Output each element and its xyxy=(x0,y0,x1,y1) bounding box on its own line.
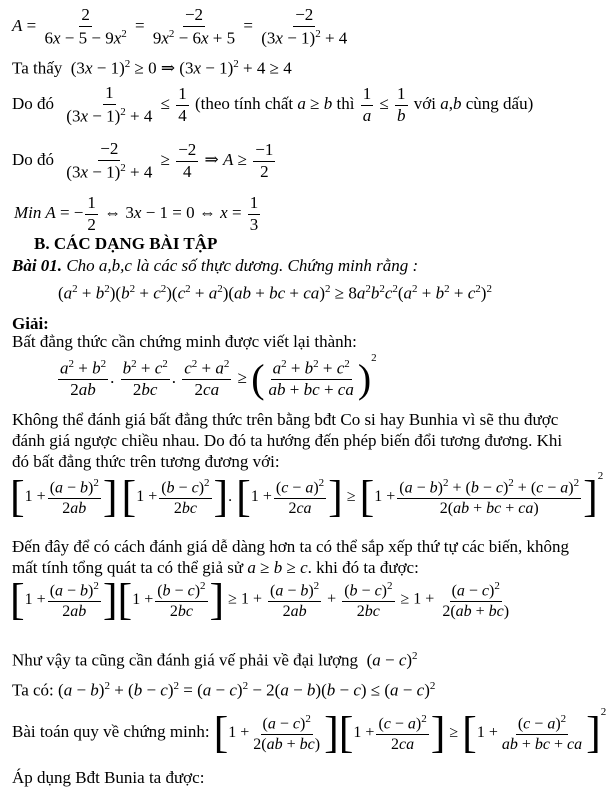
problem-inequality: $(a^2 + b^2)(b^2 + c^2)(c^2 + a^2)(ab$ + bc + $ca)^2 \ge 8a^2b^2c^2(a^2 + b^2 + c^2)^2$ xyxy=(58,283,492,303)
equation-line-5: Min A = − $\frac{1}{2}$ ⇔ 3x − 1 = 0 ⇔ x = $\frac{1}{3}$ xyxy=(14,193,259,234)
section-heading: B. CÁC DẠNG BÀI TẬP xyxy=(34,234,218,253)
equivalent-inequality: [ 1 + $\frac{(a - b)^2}{2ab}$ ] [ 1 + $\frac{(b - c)^2}{2bc}$ ] . [ 1 + $\frac{(c - a)^2}{2ca}$ ] ≥ [ 1 + $\frac{(a - b)^2 + (b - c)^2 + (c - a)^2}{2(ab + bc + ca)}$ ] $^2$ xyxy=(10,470,604,522)
problem-label: Bài 01. xyxy=(12,256,63,275)
problem-statement xyxy=(12,256,418,276)
problem-text: Cho a,b,c là các số thực dương. Chứng minh rằng : xyxy=(66,256,419,275)
equation-line-2: Ta thấy $(3x - 1)^2 \ge 0$ ⇒ $(3x - 1)^2 + 4 \ge 4$ xyxy=(12,58,292,78)
solution-label: Giải: xyxy=(12,314,49,333)
paragraph-1: Bất đẳng thức cần chứng minh được viết lại thành: xyxy=(12,332,357,351)
paragraph-4: Như vậy ta cũng cần đánh giá vế phải về đại lượng $(a - c)^2$ xyxy=(12,650,418,670)
text-do-do-2: Do đó xyxy=(12,149,55,169)
text-do-do-1: Do đó xyxy=(12,93,55,113)
paragraph-3b: mất tính tổng quát ta có thể giả sử a ≥ b ≥ c. khi đó ta được: xyxy=(12,558,419,577)
paragraph-2b: đánh giá ngược chiều nhau. Do đó ta hướng đến phép biến đổi tương đương. Khi xyxy=(12,431,563,450)
equation-line-1: A = $\frac{2}{6x - 5 - 9x^2}$ = $\frac{-2}{9x^2 - 6x + 5}$ = $\frac{-2}{(3x - 1)^2 + 4}$ xyxy=(12,5,348,48)
text-khi-do: . khi đó ta được: xyxy=(307,558,419,577)
paragraph-5: Ta có: $(a - b)^2 + (b - c)^2 = (a - c)^2 - 2(a - b)(b - c) \le (a - c)^2$ xyxy=(12,680,436,700)
text-ta-co: Ta có: xyxy=(12,680,54,700)
text-bai-toan-quy-ve: Bài toán quy về chứng minh: xyxy=(12,722,210,741)
text-ta-thay: Ta thấy xyxy=(12,58,63,78)
paragraph-7: Áp dụng Bđt Bunia ta được: xyxy=(12,768,205,787)
text-gia-su: mất tính tổng quát ta có thể giả sử xyxy=(12,558,244,577)
equation-line-3: Do đó $\frac{1}{(3x - 1)^2 + 4}$ ≤ $\frac{1}{4}$ (theo tính chất a ≥ b thì $\frac{1}{a}$ ≤ $\frac{1}{b}$ với a,b cùng dấu) xyxy=(12,83,534,126)
paragraph-6: Bài toán quy về chứng minh: [ 1 + $\frac{(a - c)^2}{2(ab + bc)}$ ] [ 1 + $\frac{(c - a)^2}{2ca}$ ] ≥ [ 1 + $\frac{(c - a)^2}{ab + bc + ca}$ ] $^2$ xyxy=(12,706,606,758)
paragraph-2c: đó bất đẳng thức trên tương đương với: xyxy=(12,452,280,471)
paragraph-2a: Không thể đánh giá bất đẳng thức trên bằng bđt Co si hay Bunhia vì sẽ thu được xyxy=(12,410,559,429)
equation-line-4: Do đó $\frac{-2}{(3x - 1)^2 + 4}$ ≥ $\frac{-2}{4}$ ⇒ A ≥ $\frac{-1}{2}$ xyxy=(12,139,274,182)
inequality-chain: [ 1 + $\frac{(a - b)^2}{2ab}$ ] [ 1 + $\frac{(b - c)^2}{2bc}$ ] ≥ 1 + $\frac{(a - b)^2}{2ab}$ + $\frac{(b - c)^2}{2bc}$ ≥ 1 + $\frac{(a - c)^2}{2(ab + bc)}$ xyxy=(10,575,510,624)
rewritten-inequality: $\frac{a^2 + b^2}{2ab}$ . $\frac{b^2 + c^2}{2bc}$ . $\frac{c^2 + a^2}{2ca}$ ≥ ( $\frac{a^2 + b^2 + c^2}{ab + bc + ca}$ ) $^2$ xyxy=(60,352,377,402)
paragraph-3a: Đến đây để có cách đánh giá dễ dàng hơn ta có thể sắp xếp thứ tự các biến, không xyxy=(12,537,570,556)
text-nhu-vay: Như vậy ta cũng cần đánh giá vế phải về đại lượng xyxy=(12,650,359,670)
